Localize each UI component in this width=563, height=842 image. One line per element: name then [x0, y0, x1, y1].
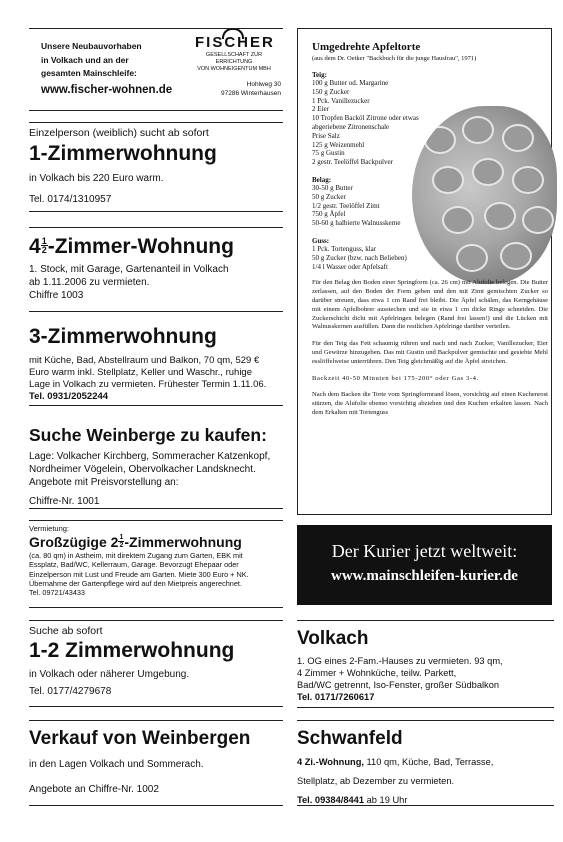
fraction — [118, 534, 124, 549]
ingredient: Prise Salz — [312, 131, 340, 140]
ingredient-list — [312, 79, 548, 167]
ad-schwanfeld — [297, 728, 554, 807]
ad-chiffre: Chiffre-Nr. 1001 — [29, 496, 100, 507]
fischer-ad — [29, 28, 283, 111]
fraction-num: 1 — [119, 533, 124, 541]
divider — [29, 211, 283, 212]
ad-body — [29, 263, 283, 302]
ad-line: in den Lagen Volkach und Sommerach. — [29, 759, 204, 770]
ad-line: Essplatz, Bad/WC, Kellerraum, Garage. Bevorzugt Ehepaar oder — [29, 560, 239, 570]
fraction-den: 2 — [41, 244, 47, 255]
ad-title: 1-Zimmerwohnung — [29, 142, 217, 165]
ad-line: Lage: Volkacher Kirchberg, Sommeracher Katzenkopf, — [29, 451, 271, 462]
recipe-text — [312, 41, 548, 418]
recipe-title: Umgedrehte Apfeltorte — [312, 41, 421, 53]
ad-chiffre: Angebote an Chiffre-Nr. 1002 — [29, 784, 159, 795]
ad-intro: Suche ab sofort — [29, 625, 103, 637]
ad-line: Übernahme der Gartenpflege wird auf den Mietpreis angerechnet. — [29, 578, 242, 588]
fischer-sub-line: GESELLSCHAFT ZUR ERRICHTUNG — [205, 52, 263, 65]
ingredient-list — [312, 245, 548, 271]
fraction — [41, 237, 48, 254]
ad-line: ab 1.11.2006 zu vermieten. — [29, 277, 150, 288]
fischer-line: Unsere Neubauvorhaben — [41, 41, 142, 51]
divider — [297, 620, 554, 621]
ad-title: 1-2 Zimmerwohnung — [29, 639, 235, 662]
ingredient: 50 g Zucker (bzw. nach Belieben) — [312, 253, 407, 262]
ingredient: 50 g Zucker — [312, 192, 346, 201]
ad-title — [29, 534, 283, 551]
ad-tel-rest: ab 19 Uhr — [364, 795, 408, 805]
recipe-section-head: Belag: — [312, 175, 332, 184]
ad-line: 1. Stock, mit Garage, Gartenanteil in Volkach — [29, 264, 229, 275]
ingredient: 1/2 gestr. Teelöffel Zimt — [312, 201, 380, 210]
fischer-line: gesamten Mainschleife: — [41, 68, 137, 78]
recipe-section-head: Teig: — [312, 71, 327, 79]
divider — [29, 720, 283, 721]
ad-1zimmer — [29, 127, 283, 206]
ingredient: 100 g Butter od. Margarine — [312, 79, 389, 87]
ad-line: in Volkach bis 220 Euro warm. — [29, 173, 164, 184]
kurier-banner — [297, 525, 552, 605]
ad-body — [29, 355, 283, 403]
ad-grosszuegig — [29, 524, 283, 597]
recipe-box — [297, 28, 552, 515]
divider — [29, 607, 283, 608]
recipe-bake-time: Backzeit 40-50 Minuten bei 175-200° oder Gas 3-4. — [312, 374, 479, 382]
ad-intro: Einzelperson (weiblich) sucht ab sofort — [29, 127, 209, 139]
divider — [297, 720, 554, 721]
divider — [29, 122, 283, 123]
fischer-logo: FISCHER — [195, 34, 275, 51]
ad-line: Angebote mit Preisvorstellung an: — [29, 477, 179, 488]
ad-title: Verkauf von Weinbergen — [29, 728, 251, 749]
recipe-paragraph: Nach dem Backen die Torte vom Springformrand lösen, vorsichtig auf einen Kuchenrost stürzen, die Alufolie ebenso vorsichtig abziehen und den Kuchen erkalten lassen. Nach dem Erkalten mit Tortenguss — [312, 391, 548, 416]
divider — [29, 520, 283, 521]
ad-3zimmer — [29, 325, 283, 403]
ad-12zimmer — [29, 625, 283, 698]
ad-45zimmer — [29, 235, 283, 302]
recipe-paragraph: Für den Teig das Fett schaumig rühren und nach und nach Zucker, Vanillezucker, Eier und Gewürze hinzugeben. Das mit Gustin und Backpulver gemischte und gesiebte Mehl esslöffelweise unterrühren. Den Teig gleichmäßig auf die Äpfel streichen. — [312, 340, 548, 365]
ad-tel: Tel. 0931/2052244 — [29, 391, 109, 402]
ad-line: 1. OG eines 2-Fam.-Hauses zu vermieten. 93 qm, — [297, 656, 503, 666]
ad-title: Suche Weinberge zu kaufen: — [29, 425, 267, 445]
kurier-url-link[interactable]: www.mainschleifen-kurier.de — [331, 568, 518, 584]
ingredient: 30-50 g Butter — [312, 183, 353, 192]
ad-tel: Tel. 0174/1310957 — [29, 194, 112, 205]
fischer-url-link[interactable]: www.fischer-wohnen.de — [41, 84, 173, 96]
ingredient: 1 Pck. Tortenguss, klar — [312, 244, 377, 253]
ad-body — [29, 450, 283, 508]
divider — [29, 110, 283, 111]
divider — [29, 805, 283, 806]
recipe-source: (aus dem Dr. Oetker "Backbuch für die junge Hausfrau", 1971) — [312, 55, 477, 62]
divider — [297, 805, 554, 806]
divider — [29, 508, 283, 509]
ad-tel: Tel. 09721/43433 — [29, 588, 85, 598]
recipe-paragraph: Für den Belag den Boden einer Springform (ca. 26 cm) mit Alufolie belegen. Die Butter zerlassen, auf den Boden der Form geben und den mit Zimt gemischten Zucker so darüber streuen, dass etwa 1 cm Rand frei bleibt. Die Äpfel schälen, das Kerngehäuse mit einem Apfelbohrer ausstechen und sie in etwa 1 cm dicke Ringe schneiden. Die Zuckerschicht dicht mit Apfelringen belegen (Rand frei lassen!) und die Lücken mit Walnusskernen ausfüllen. Dann die restlichen Apfelringe darüber verteilen. — [312, 279, 548, 331]
ad-tel: Tel. 0171/7260617 — [297, 692, 375, 702]
ad-body — [29, 551, 283, 597]
ad-line: Bad/WC getrennt, Iso-Fenster, großer Südbalkon — [297, 680, 500, 690]
ad-line: Lage in Volkach zu vermieten. Frühester Termin 1.11.06. — [29, 379, 267, 390]
ad-tel-bold: Tel. 09384/8441 — [297, 795, 365, 805]
ingredient: 75 g Gustin — [312, 149, 345, 158]
divider — [29, 620, 283, 621]
ad-title: Schwanfeld — [297, 728, 403, 749]
recipe-section-head: Guss: — [312, 236, 330, 245]
title-part: -Zimmerwohnung — [124, 534, 242, 550]
ad-line: in Volkach oder näherer Umgebung. — [29, 669, 190, 680]
ad-line — [297, 756, 554, 769]
kurier-headline: Der Kurier jetzt weltweit: — [331, 541, 518, 561]
ingredient: 1 Pck. Vanillezucker — [312, 96, 370, 105]
divider — [29, 311, 283, 312]
ingredient: abgeriebene Zitronenschale — [312, 122, 390, 131]
address-line: 97286 Winterhausen — [221, 90, 281, 97]
divider — [297, 707, 554, 708]
ingredient: 150 g Zucker — [312, 87, 350, 96]
ingredient: 50-60 g halbierte Walnusskerne — [312, 219, 401, 228]
ad-line: Euro warm inkl. Stellplatz, Keller und Waschr., ruhige — [29, 367, 252, 378]
ingredient: 125 g Weizenmehl — [312, 140, 365, 149]
ingredient: 10 Tropfen Backöl Zitrone oder etwas — [312, 114, 419, 123]
ingredient: 750 g Äpfel — [312, 210, 346, 219]
divider — [29, 405, 283, 406]
divider — [29, 706, 283, 707]
ad-line: Chiffre 1003 — [29, 290, 84, 301]
title-rest: -Zimmer-Wohnung — [47, 235, 234, 258]
address-line: Hohlweg 30 — [246, 81, 281, 88]
ad-body — [297, 655, 554, 703]
fischer-text — [41, 40, 142, 81]
ad-line: Nordheimer Vögelein, Obervolkacher Landsknecht. — [29, 464, 256, 475]
ingredient: 2 gestr. Teelöffel Backpulver — [312, 158, 393, 167]
ingredient-list — [312, 184, 548, 228]
fischer-line: in Volkach und an der — [41, 54, 129, 65]
ingredient: 2 Eier — [312, 105, 329, 114]
ad-line: 4 Zimmer + Wohnküche, teilw. Parkett, — [297, 668, 457, 678]
ad-title: Volkach — [297, 628, 369, 649]
ad-label: Vermietung: — [29, 524, 70, 533]
ad-line-rest: 110 qm, Küche, Bad, Terrasse, — [363, 757, 494, 767]
fischer-sub-line: VON WOHNEIGENTUM MBH — [197, 66, 271, 72]
ad-line-bold: 4 Zi.-Wohnung, — [297, 757, 364, 767]
ad-weinberge-kauf — [29, 424, 283, 508]
ad-volkach — [297, 628, 554, 703]
title-part: Großzügige 2 — [29, 534, 119, 550]
ad-line: Einzelperson mit Lust und Freude am Garten. Miete 300 Euro + NK. — [29, 569, 249, 579]
divider — [29, 227, 283, 228]
ad-line: (ca. 80 qm) in Astheim, mit direktem Zugang zum Garten, EBK mit — [29, 551, 243, 560]
ingredient: 1/4 l Wasser oder Apfelsaft — [312, 262, 388, 271]
ad-title: 3-Zimmerwohnung — [29, 325, 217, 348]
ad-tel: Tel. 0177/4279678 — [29, 686, 112, 697]
ad-title — [29, 235, 283, 259]
ad-verkauf — [29, 728, 283, 796]
fischer-subtitle — [189, 52, 279, 73]
fraction-num: 1 — [41, 235, 47, 246]
fraction-den: 2 — [119, 541, 124, 549]
title-number: 4 — [29, 235, 41, 258]
fischer-address — [219, 80, 281, 98]
ad-line: mit Küche, Bad, Abstellraum und Balkon, 70 qm, 529 € — [29, 355, 260, 366]
divider — [29, 28, 283, 29]
ad-line: Stellplatz, ab Dezember zu vermieten. — [297, 776, 455, 786]
